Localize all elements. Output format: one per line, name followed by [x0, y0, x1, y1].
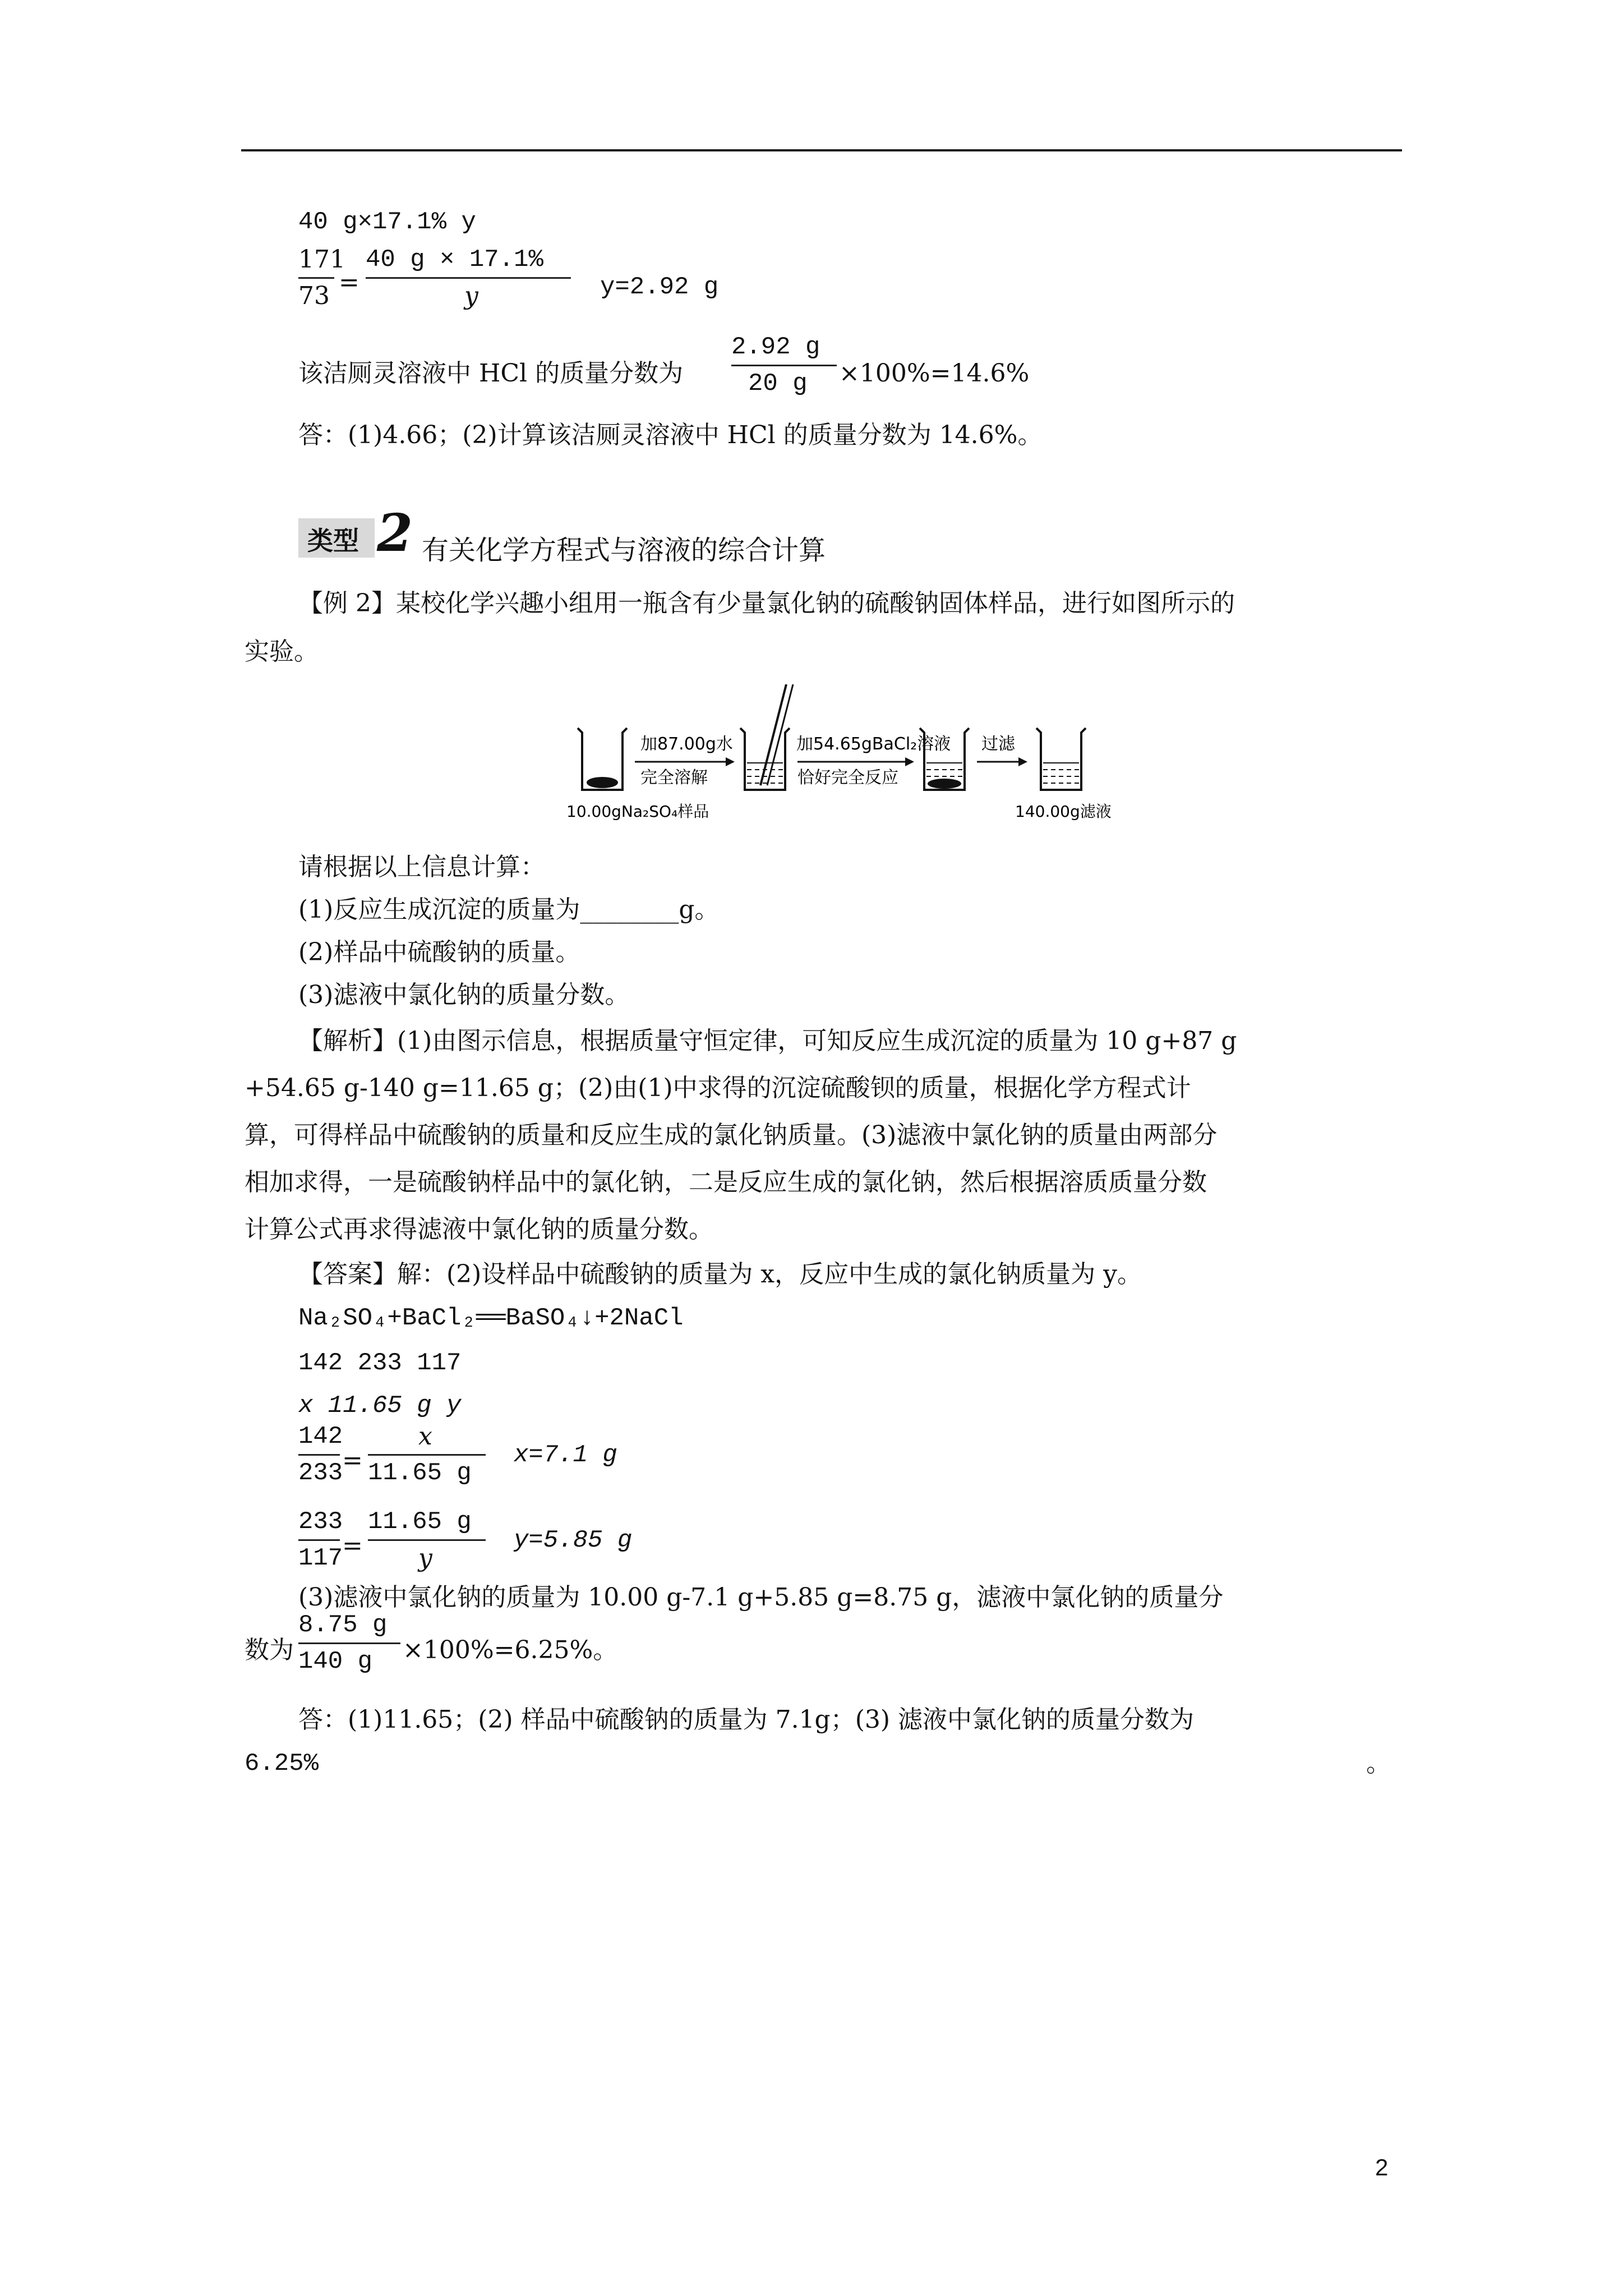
fraction-numerator: 142: [298, 1423, 343, 1451]
answer-intro: 【答案】解：(2)设样品中硫酸钠的质量为 x，反应中生成的氯化钠质量为 y。: [298, 1260, 1142, 1289]
fraction-numerator: 2.92 g: [731, 333, 820, 361]
fraction-denominator: 140 g: [298, 1648, 373, 1676]
label-filtrate: 140.00g滤液: [1015, 802, 1112, 821]
analysis-line-2: +54.65 g-140 g=11.65 g；(2)由(1)中求得的沉淀硫酸钡的质量，根据化学方程式计: [245, 1074, 1191, 1102]
section-badge-label: 类型: [307, 526, 359, 556]
fraction-bar: [298, 277, 334, 279]
analysis-line-5: 计算公式再求得滤液中氯化钠的质量分数。: [245, 1215, 713, 1244]
example-line-2: 实验。: [245, 637, 319, 666]
answer-part1: 答：(1)4.66；(2)计算该洁厕灵溶液中 HCl 的质量分数为 14.6%。: [298, 421, 1043, 449]
beaker-1: [578, 728, 627, 790]
section-title: 有关化学方程式与溶液的综合计算: [422, 535, 826, 566]
fraction-denominator: 11.65 g: [368, 1459, 472, 1487]
fraction-233-117: [298, 1507, 343, 1573]
analysis-line-1: 【解析】(1)由图示信息，根据质量守恒定律，可知反应生成沉淀的质量为 10 g+87 g: [298, 1027, 1237, 1055]
fraction-142-233: [298, 1421, 343, 1488]
header-rule: [241, 149, 1402, 151]
top-line: 40 g×17.1% y: [298, 208, 476, 236]
question-intro: 请根据以上信息计算：: [298, 853, 545, 881]
fraction-bar: [298, 1642, 400, 1644]
hcl-fraction-suffix: ×100%=14.6%: [839, 359, 1030, 388]
part3-fraction: [298, 1610, 400, 1677]
label-add-water: 加87.00g水: [640, 734, 733, 754]
unknowns-row: x 11.65 g y: [298, 1392, 462, 1420]
equals-sign: =: [339, 268, 359, 297]
molar-masses: 142 233 117: [298, 1349, 462, 1377]
fraction-bar: [298, 1539, 340, 1541]
analysis-line-3: 算，可得样品中硫酸钠的质量和反应生成的氯化钠质量。(3)滤液中氯化钠的质量由两部分: [245, 1121, 1218, 1149]
equals-sign: =: [342, 1531, 363, 1560]
part3-prefix: 数为: [245, 1636, 294, 1664]
fraction-bar: [731, 365, 837, 366]
fraction-numerator: 40 g × 17.1%: [366, 246, 543, 274]
experiment-diagram: [566, 679, 1122, 830]
label-react: 恰好完全反应: [797, 768, 898, 788]
example-line-1: 【例 2】某校化学兴趣小组用一瓶含有少量氯化钠的硫酸钠固体样品，进行如图所示的: [298, 589, 1235, 618]
beaker-2: [740, 684, 793, 790]
part3-line-1: (3)滤液中氯化钠的质量为 10.00 g-7.1 g+5.85 g=8.75 g，滤液中氯化钠的质量分: [298, 1583, 1224, 1612]
fraction-numerator: x: [418, 1422, 432, 1451]
fraction-mass-y: [366, 245, 571, 311]
fraction-numerator: 11.65 g: [368, 1508, 472, 1536]
label-add-bacl2: 加54.65gBaCl₂溶液: [796, 734, 951, 754]
fraction-x-11-65: [368, 1421, 486, 1488]
analysis-line-4: 相加求得，一是硫酸钠样品中的氯化钠，二是反应生成的氯化钠，然后根据溶质质量分数: [245, 1168, 1207, 1197]
label-sample: 10.00gNa₂SO₄样品: [566, 802, 709, 821]
fraction-11-65-y: [368, 1507, 486, 1573]
hcl-fraction-prefix: 该洁厕灵溶液中 HCl 的质量分数为: [298, 359, 684, 388]
chemical-equation: Na₂SO₄+BaCl₂══BaSO₄↓+2NaCl: [298, 1304, 684, 1332]
question-1: (1)反应生成沉淀的质量为________g。: [298, 895, 720, 924]
fraction-numerator: 171: [298, 245, 345, 274]
fraction-denominator: 233: [298, 1459, 343, 1487]
fraction-bar: [298, 1454, 340, 1456]
hcl-fraction: [731, 332, 837, 399]
question-2: (2)样品中硫酸钠的质量。: [298, 938, 580, 967]
arrow-3: [977, 757, 1027, 766]
final-answer-period: 。: [1366, 1749, 1391, 1778]
arrow-2: [797, 757, 914, 766]
result-x: x=7.1 g: [514, 1441, 617, 1469]
fraction-bar: [368, 1539, 486, 1541]
fraction-numerator: 233: [298, 1508, 343, 1536]
result-y-nacl: y=5.85 g: [514, 1526, 633, 1554]
fraction-denominator: 20 g: [748, 370, 808, 398]
page-number: 2: [1375, 2154, 1389, 2180]
section-badge-number: 2: [377, 503, 413, 563]
fraction-denominator: y: [464, 282, 478, 310]
fraction-denominator: y: [418, 1544, 432, 1572]
arrow-1: [635, 757, 735, 766]
final-answer-line-1: 答：(1)11.65；(2) 样品中硫酸钠的质量为 7.1g；(3) 滤液中氯化钠的质量分数为: [298, 1705, 1195, 1734]
beaker-4: [1036, 728, 1086, 790]
fraction-denominator: 117: [298, 1544, 343, 1572]
fraction-denominator: 73: [298, 282, 330, 310]
fraction-bar: [368, 1454, 486, 1456]
question-3: (3)滤液中氯化钠的质量分数。: [298, 981, 630, 1009]
fraction-bar: [366, 277, 571, 279]
label-dissolve: 完全溶解: [640, 768, 708, 788]
fraction-numerator: 8.75 g: [298, 1611, 388, 1639]
result-y: y=2.92 g: [600, 273, 719, 301]
label-filter: 过滤: [981, 734, 1015, 754]
final-answer-line-2: 6.25%: [245, 1750, 319, 1778]
equals-sign: =: [342, 1446, 363, 1475]
part3-suffix: ×100%=6.25%。: [403, 1636, 618, 1664]
